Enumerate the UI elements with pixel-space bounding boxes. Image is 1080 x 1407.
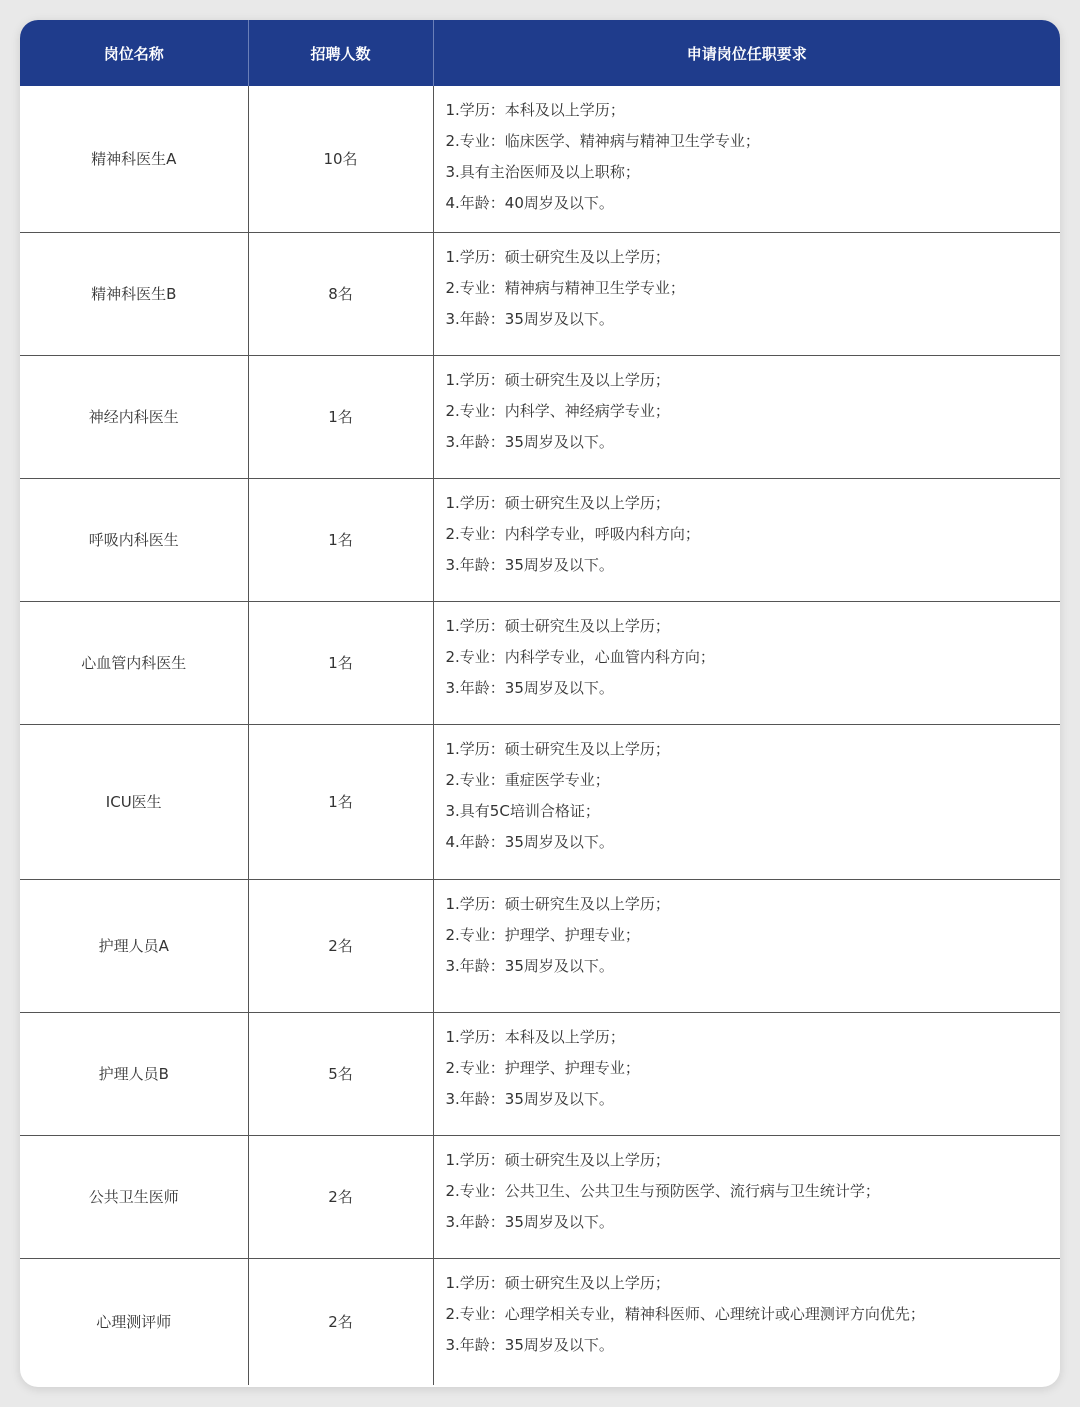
position-requirements — [433, 724, 1060, 879]
position-name: ICU医生 — [20, 724, 248, 879]
requirement-line: 3.具有5C培训合格证； — [445, 801, 600, 820]
requirement-line: 3.年龄：35周岁及以下。 — [445, 1335, 614, 1354]
position-requirements — [433, 1012, 1060, 1135]
position-requirements — [433, 879, 1060, 1012]
position-count: 8名 — [248, 232, 433, 355]
position-name: 呼吸内科医生 — [20, 478, 248, 601]
position-requirements — [433, 601, 1060, 724]
position-name: 神经内科医生 — [20, 355, 248, 478]
recruitment-table — [20, 20, 1060, 1385]
requirement-line: 2.专业：心理学相关专业，精神科医师、心理统计或心理测评方向优先； — [445, 1304, 925, 1323]
requirement-line: 3.具有主治医师及以上职称； — [445, 163, 640, 181]
requirement-line: 1.学历：硕士研究生及以上学历； — [445, 247, 670, 266]
position-count: 2名 — [248, 1258, 433, 1385]
requirement-line: 1.学历：硕士研究生及以上学历； — [445, 1150, 670, 1169]
position-requirements — [433, 1258, 1060, 1385]
requirement-line: 1.学历：硕士研究生及以上学历； — [445, 616, 670, 635]
position-count: 2名 — [248, 1135, 433, 1258]
requirement-line: 3.年龄：35周岁及以下。 — [445, 309, 614, 328]
requirement-line: 3.年龄：35周岁及以下。 — [445, 555, 614, 574]
requirement-line: 1.学历：本科及以上学历； — [445, 101, 625, 119]
position-name: 护理人员B — [20, 1012, 248, 1135]
requirement-line: 1.学历：硕士研究生及以上学历； — [445, 493, 670, 512]
requirement-line: 3.年龄：35周岁及以下。 — [445, 956, 614, 975]
table-row — [20, 1135, 1060, 1258]
requirement-line: 1.学历：本科及以上学历； — [445, 1027, 625, 1046]
position-count: 10名 — [248, 86, 433, 232]
requirement-line: 4.年龄：35周岁及以下。 — [445, 832, 614, 851]
position-count: 1名 — [248, 355, 433, 478]
requirement-line: 2.专业：内科学、神经病学专业； — [445, 401, 670, 420]
position-count: 5名 — [248, 1012, 433, 1135]
header-count: 招聘人数 — [248, 20, 433, 86]
table-row — [20, 1258, 1060, 1385]
table-row — [20, 1012, 1060, 1135]
requirement-line: 1.学历：硕士研究生及以上学历； — [445, 739, 670, 758]
position-count: 1名 — [248, 601, 433, 724]
position-requirements — [433, 478, 1060, 601]
requirement-line: 1.学历：硕士研究生及以上学历； — [445, 1273, 670, 1292]
table-row — [20, 879, 1060, 1012]
position-requirements — [433, 1135, 1060, 1258]
requirement-line: 4.年龄：40周岁及以下。 — [445, 194, 614, 212]
position-name: 精神科医生B — [20, 232, 248, 355]
position-requirements — [433, 232, 1060, 355]
position-requirements — [433, 355, 1060, 478]
header-position: 岗位名称 — [20, 20, 248, 86]
requirement-line: 2.专业：重症医学专业； — [445, 770, 610, 789]
recruitment-table-card — [20, 20, 1060, 1387]
position-requirements — [433, 86, 1060, 232]
table-row — [20, 355, 1060, 478]
requirement-line: 1.学历：硕士研究生及以上学历； — [445, 370, 670, 389]
requirement-line: 1.学历：硕士研究生及以上学历； — [445, 894, 670, 913]
table-header — [20, 20, 1060, 86]
table-row — [20, 86, 1060, 232]
position-name: 心血管内科医生 — [20, 601, 248, 724]
position-name: 心理测评师 — [20, 1258, 248, 1385]
requirement-line: 3.年龄：35周岁及以下。 — [445, 432, 614, 451]
position-name: 精神科医生A — [20, 86, 248, 232]
requirement-line: 2.专业：护理学、护理专业； — [445, 1058, 640, 1077]
requirement-line: 2.专业：护理学、护理专业； — [445, 925, 640, 944]
requirement-line: 3.年龄：35周岁及以下。 — [445, 1212, 614, 1231]
requirement-line: 2.专业：内科学专业，心血管内科方向； — [445, 647, 715, 666]
position-count: 1名 — [248, 478, 433, 601]
table-row — [20, 601, 1060, 724]
header-requirements: 申请岗位任职要求 — [433, 20, 1060, 86]
table-body — [20, 86, 1060, 1385]
requirement-line: 2.专业：公共卫生、公共卫生与预防医学、流行病与卫生统计学； — [445, 1181, 880, 1200]
position-count: 1名 — [248, 724, 433, 879]
table-row — [20, 478, 1060, 601]
table-row — [20, 724, 1060, 879]
requirement-line: 2.专业：内科学专业，呼吸内科方向； — [445, 524, 700, 543]
requirement-line: 2.专业：精神病与精神卫生学专业； — [445, 278, 685, 297]
requirement-line: 2.专业：临床医学、精神病与精神卫生学专业； — [445, 132, 760, 150]
position-name: 护理人员A — [20, 879, 248, 1012]
position-count: 2名 — [248, 879, 433, 1012]
table-row — [20, 232, 1060, 355]
requirement-line: 3.年龄：35周岁及以下。 — [445, 678, 614, 697]
requirement-line: 3.年龄：35周岁及以下。 — [445, 1089, 614, 1108]
position-name: 公共卫生医师 — [20, 1135, 248, 1258]
